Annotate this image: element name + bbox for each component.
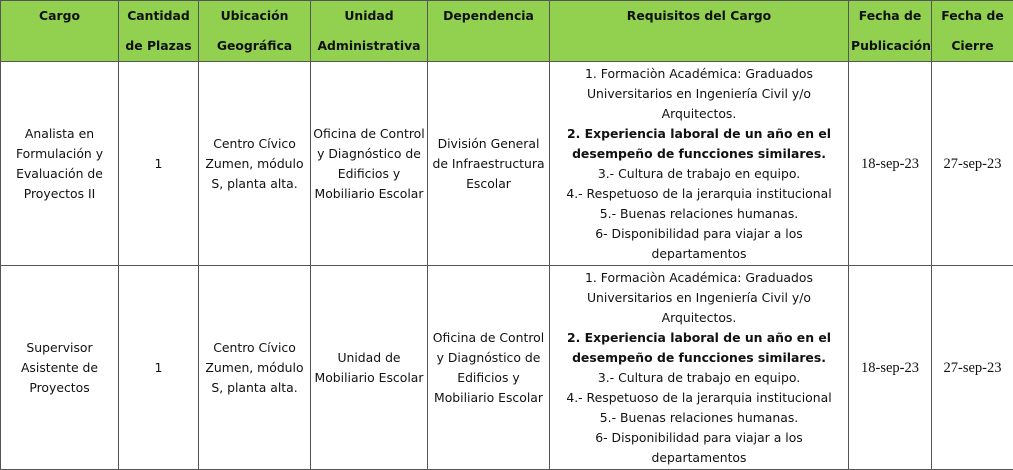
requisito-item: 2. Experiencia laboral de un año en el desempeño de funcciones similares. <box>552 328 846 368</box>
requisito-item: 6- Disponibilidad para viajar a los departamentos <box>552 224 846 264</box>
requisito-item: 6- Disponibilidad para viajar a los departamentos <box>552 428 846 468</box>
table-row <box>1 62 1013 266</box>
dependencia-cell: División General de Infraestructura Escolar <box>428 62 550 266</box>
header-row <box>1 1 1013 62</box>
cargo-cell: Supervisor Asistente de Proyectos <box>1 266 119 470</box>
cantidad-cell: 1 <box>119 266 199 470</box>
requisitos-cell <box>550 62 849 266</box>
unidad-cell: Unidad de Mobiliario Escolar <box>311 266 428 470</box>
ubicacion-cell: Centro Cívico Zumen, módulo S, planta alta. <box>199 62 311 266</box>
requisito-item: 2. Experiencia laboral de un año en el desempeño de funcciones similares. <box>552 124 846 164</box>
header-cargo: Cargo <box>1 1 119 62</box>
table-row <box>1 266 1013 470</box>
cargo-cell: Analista en Formulación y Evaluación de Proyectos II <box>1 62 119 266</box>
header-ubicacion: Ubicación Geográfica <box>199 1 311 62</box>
header-unidad: Unidad Administrativa <box>311 1 428 62</box>
requisito-item: 1. Formaciòn Académica: Graduados Universitarios en Ingeniería Civil y/o Arquitectos. <box>552 268 846 328</box>
publicacion-cell: 18-sep-23 <box>849 62 932 266</box>
requisito-item: 5.- Buenas relaciones humanas. <box>552 408 846 428</box>
requisito-item: 3.- Cultura de trabajo en equipo. <box>552 368 846 388</box>
header-dependencia: Dependencia <box>428 1 550 62</box>
header-cantidad: Cantidad de Plazas <box>119 1 199 62</box>
header-requisitos: Requisitos del Cargo <box>550 1 849 62</box>
requisito-item: 1. Formaciòn Académica: Graduados Universitarios en Ingeniería Civil y/o Arquitectos. <box>552 64 846 124</box>
dependencia-cell: Oficina de Control y Diagnóstico de Edificios y Mobiliario Escolar <box>428 266 550 470</box>
unidad-cell: Oficina de Control y Diagnóstico de Edificios y Mobiliario Escolar <box>311 62 428 266</box>
cierre-cell: 27-sep-23 <box>932 62 1013 266</box>
requisitos-cell <box>550 266 849 470</box>
requisito-item: 3.- Cultura de trabajo en equipo. <box>552 164 846 184</box>
requisito-item: 4.- Respetuoso de la jerarquia institucional <box>552 388 846 408</box>
cantidad-cell: 1 <box>119 62 199 266</box>
requisito-item: 4.- Respetuoso de la jerarquia institucional <box>552 184 846 204</box>
cierre-cell: 27-sep-23 <box>932 266 1013 470</box>
publicacion-cell: 18-sep-23 <box>849 266 932 470</box>
requisito-item: 5.- Buenas relaciones humanas. <box>552 204 846 224</box>
header-publicacion: Fecha de Publicación <box>849 1 932 62</box>
header-cierre: Fecha de Cierre <box>932 1 1013 62</box>
ubicacion-cell: Centro Cívico Zumen, módulo S, planta alta. <box>199 266 311 470</box>
